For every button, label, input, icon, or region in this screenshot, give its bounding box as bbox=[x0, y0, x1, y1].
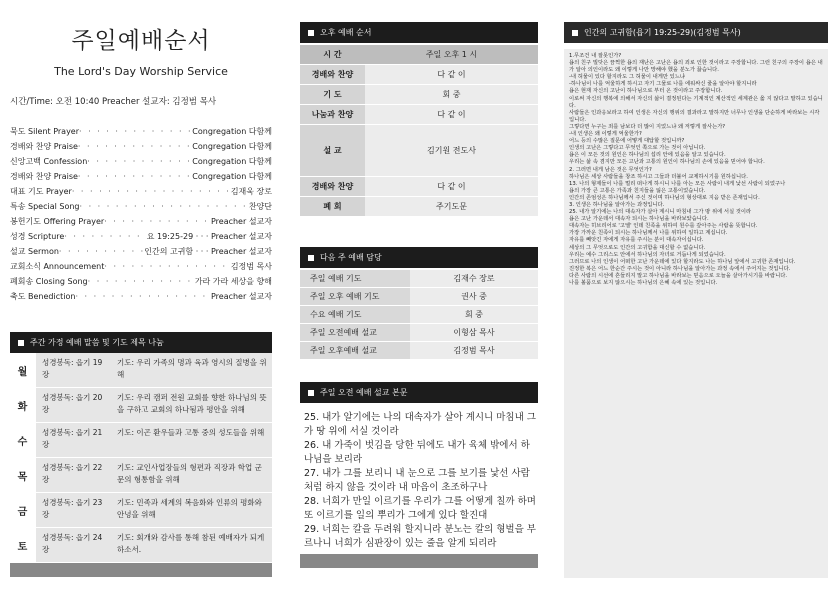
scripture-verse: 28. 너희가 만일 이르기를 우리가 그를 어떻게 칠까 하며 또 이르기를 일의 뿌리가 그에게 있다 할진대 bbox=[304, 496, 536, 521]
section-footer-bar bbox=[10, 563, 272, 577]
evening-worship-table bbox=[300, 45, 538, 217]
next-week-duty-header: 다음 주 예배 담당 bbox=[300, 247, 538, 268]
table-row: 기 도 회 중 bbox=[300, 85, 538, 105]
scripture-header: 주일 오전 예배 설교 본문 bbox=[300, 382, 538, 403]
page-subtitle: The Lord's Day Worship Service bbox=[54, 65, 228, 78]
order-item: 묵도 Silent Prayer · · · Congregation 다함께 bbox=[10, 124, 272, 139]
table-row: 폐 회 주기도문 bbox=[300, 197, 538, 217]
page-title: 주일예배순서 bbox=[71, 28, 211, 54]
table-row: 주일 예배 기도 김재수 장로 bbox=[300, 270, 538, 288]
section-footer-bar bbox=[300, 554, 538, 568]
scripture-verse: 25. 내가 알기에는 나의 대속자가 살아 계시니 마침내 그가 땅 위에 서실 것이라 bbox=[304, 412, 536, 437]
square-bullet-icon bbox=[572, 30, 578, 36]
scripture-verse: 26. 내 가죽이 벗김을 당한 뒤에도 내가 육체 밖에서 하나님을 보리라 bbox=[304, 440, 530, 465]
sermon-notes-header: 인간의 고귀함(욥기 19:25-29)(김정범 목사) bbox=[564, 22, 828, 43]
service-time-line: 시간/Time: 오전 10:40 Preacher 설교자: 김정범 목사 bbox=[10, 97, 217, 107]
order-item: 교회소식 Announcement · · · 김정범 목사 bbox=[10, 259, 272, 274]
square-bullet-icon bbox=[18, 340, 24, 346]
table-row: 경배와 찬양 다 같 이 bbox=[300, 65, 538, 85]
order-item: 설교 Sermon · · · 인간의 고귀함 · · · Preacher 설교자 bbox=[10, 244, 272, 259]
order-item: 특송 Special Song · · · 찬양단 bbox=[10, 199, 272, 214]
daily-row: 금 성경봉독: 읍기 23 장 기도: 민족과 세계의 복음화와 인류의 평화와 안녕을 위해 bbox=[10, 493, 272, 528]
table-row: 시 간 주일 오후 1 시 bbox=[300, 45, 538, 65]
table-row: 경배와 찬양 다 같 이 bbox=[300, 177, 538, 197]
scripture-verse: 27. 내가 그를 보리니 내 눈으로 그를 보기를 낯선 사람처럼 하지 않을 것이라 내 마음이 초조하구나 bbox=[304, 468, 530, 493]
square-bullet-icon bbox=[308, 390, 314, 396]
order-item: 폐회송 Closing Song · · · 가라 가라 세상을 향해 bbox=[10, 274, 272, 289]
sermon-notes-column bbox=[564, 0, 828, 578]
daily-reading-header: 주간 가정 예배 말씀 및 기도 제목 나눔 bbox=[10, 332, 272, 353]
daily-row: 월 성경봉독: 읍기 19 장 기도: 우리 가족의 명과 육과 영시의 질병을 위해 bbox=[10, 353, 272, 388]
square-bullet-icon bbox=[308, 255, 314, 261]
order-item: 대표 기도 Prayer · · · 김재욱 장로 bbox=[10, 184, 272, 199]
scripture-verse: 29. 너희는 칼을 두려워 할지니라 분노는 칼의 형벌을 부르나니 너희가 심판장이 있는 줄을 알게 되리라 bbox=[304, 524, 536, 549]
table-row: 주일 오전예배 설교 이형삼 목사 bbox=[300, 324, 538, 342]
scripture-text bbox=[300, 411, 538, 551]
square-bullet-icon bbox=[308, 30, 314, 36]
middle-column bbox=[300, 0, 538, 551]
daily-row: 화 성경봉독: 읍기 20 장 기도: 우리 캠퍼 전원 교회를 향한 하나님의 뜻을 구하고 교회의 하나됨과 평안을 위해 bbox=[10, 388, 272, 423]
table-row: 주일 오후 예배 기도 권사 중 bbox=[300, 288, 538, 306]
daily-row: 수 성경봉독: 읍기 21 장 기도: 이곤 환우들과 고통 중의 성도들을 위해 bbox=[10, 423, 272, 458]
daily-row: 토 성경봉독: 읍기 24 장 기도: 회개와 감사를 통해 참된 예배자가 되게하소서. bbox=[10, 528, 272, 563]
order-item: 경배와 찬양 Praise · · · Congregation 다함께 bbox=[10, 169, 272, 184]
daily-reading-section bbox=[10, 332, 272, 577]
daily-row: 목 성경봉독: 읍기 22 장 기도: 교인사업장들의 형편과 직장과 학업 군문의 형통함을 위해 bbox=[10, 458, 272, 493]
table-row: 설 교 김기원 전도사 bbox=[300, 125, 538, 177]
order-list bbox=[10, 124, 272, 304]
order-item: 축도 Benediction · · · Preacher 설교자 bbox=[10, 289, 272, 304]
table-row: 나눔과 찬양 다 같 이 bbox=[300, 105, 538, 125]
order-item: 신앙고백 Confession · · · Congregation 다함께 bbox=[10, 154, 272, 169]
sermon-notes-body: 1.무조건 내 잘못인가? 욥의 친구 빌닷은 끔찍한 욥의 재난은 고난은 욥의 죄로 인한 것이라고 주장합니다. 그런 친구의 주장이 욥은 내가 알아 의인이라도 왜 이렇게 나만 망해야 했을 분노가 끓습니다. -내 허물이 있다 할지라도 그 허물이 내게만 있느냐 -하나님이 나를 억울하게 하시고 자기 그물로 나를 에워싸신 줄을 알아야 할지니라 욥은 현재 자신의 고난이 하나님으로 부터 온 것이라고 주장합니다. 이로써 자신의 행복에 의해서 자신의 삶이 결정된다는 기계적인 계산적인 세계관은 옳 지 않다고 말하고 있습니다. 사람들은 인과응보라고 하여 인생은 자신의 행위의 결과라고 말하지만 너무나 인생을 단순하게 바라보는 시각입니다. 그렇다면 누구는 죄를 남보다 더 많이 지었느냐 왜 저렇게 잘사는가? -내 인생은 왜 이렇게 억울한가? 어느 등의 수많은 질문에 어떻게 대답할 것입니까? 인생의 고난은 그렇다고 무엇인 쪽으로 가는 것이 아닙니다. 욥은 이 모든 것의 원인은 하나님의 섭리 안에 있음을 알고 있습니다. 우리는 삶 속 겸지만 모든 고난과 고통의 원인이 하나님의 손에 있음을 믿어야 합니다. 2. 그러면 내게 남은 것은 무엇인가? 하나님은 세상 사람들을 창조 하시고 그들과 더불어 교제하시기를 원하십니다. 13. 나의 형제들이 나를 멀리 떠나게 하시니 나를 아는 모든 사람이 내게 낯선 사람이 되었구나 욥의 가장 큰 고통은 가족과 친지들을 잃은 고통이었습니다. 인간의 존엄성은 하나님께서 주신 것이며 하나님의 형상대로 지음 받은 존재입니다. 3. 인생은 하나님을 알아가는 과정입니다. 25. 내가 알기에는 나의 대속자가 살아 계시니 마침내 그가 땅 위에 서실 것이라 욥은 고난 가운데서 대속자 되시는 하나님을 바라보았습니다. 대속자는 히브리어로 '고엘' 인데 친족을 위하여 원수를 갚아주는 사람을 뜻합니다. 가장 가까운 친족이 되시는 하나님께서 나를 위하여 일하고 계십니다. 자유를 빼앗긴 자에게 자유를 주시는 분이 대속자이십니다. 세상의 그 무엇으로도 인간의 고귀함을 대신할 수 없습니다. 우리는 예수 그리스도 안에서 하나님의 자녀로 거듭나게 되었습니다. 그러므로 나의 인생이 어떠한 고난 가운데에 있다 할지라도 나는 하나님 앞에서 고귀한 존재입니다. 진정한 복은 어느 한순간 주시는 것이 아니라 하나님을 알아가는 과정 속에서 주어지는 것입니다. 다른 사람의 시선에 흔들리지 말고 하나님을 바라보는 믿음으로 오늘을 살아가시기를 바랍니다. 나를 볼품으로 보지 않으시는 하나님의 은혜 속에 있는 것입니다. bbox=[564, 49, 828, 578]
table-row: 주일 오후예배 설교 김정범 목사 bbox=[300, 342, 538, 360]
next-week-duty-table bbox=[300, 270, 538, 360]
worship-order-column bbox=[10, 0, 272, 577]
order-item: 성경 Scripture · · · 요 19:25-29 · · · Preacher 설교자 bbox=[10, 229, 272, 244]
table-row: 수요 예배 기도 회 중 bbox=[300, 306, 538, 324]
order-item: 봉헌기도 Offering Prayer · · · Preacher 설교자 bbox=[10, 214, 272, 229]
evening-worship-header: 오후 예배 순서 bbox=[300, 22, 538, 43]
order-item: 경배와 찬양 Praise · · · Congregation 다함께 bbox=[10, 139, 272, 154]
